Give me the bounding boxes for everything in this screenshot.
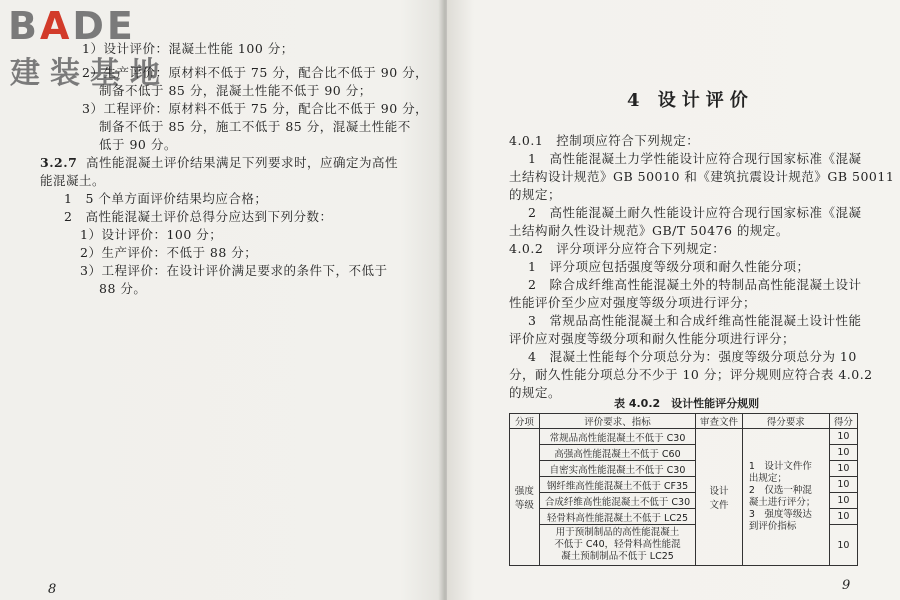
header-cell: 分项 [510,414,540,429]
text-line: 2）生产评价：原材料不低于 75 分，配合比不低于 90 分， [82,65,429,80]
page-number: 9 [842,578,851,593]
review-doc-cell: 设计 文件 [696,429,743,566]
text-line: 4 混凝土性能每个分项总分为：强度等级分项总分为 10 [528,349,857,364]
requirement-cell: 常规品高性能混凝土不低于 C30 [539,429,695,445]
logo-sub: 建装基地 [10,56,170,91]
text-line: 1）设计评价：混凝土性能 100 分； [82,41,294,56]
requirement-cell: 自密实高性能混凝土不低于 C30 [539,461,695,477]
text-line: 低于 90 分。 [99,137,177,152]
score-cell: 10 [829,493,857,509]
score-cell: 10 [829,525,857,566]
text-line: 2 高性能混凝土耐久性能设计应符合现行国家标准《混凝 [528,205,862,220]
score-requirement-cell: 1 设计文件作 出规定； 2 仅选一种混 凝土进行评分； 3 强度等级达 到评价指标 [742,429,829,566]
text-line: 高性能混凝土评价结果满足下列要求时，应确定为高性 [86,155,399,170]
left-page [0,0,445,600]
section-number: 3.2.7 [40,155,78,170]
score-cell: 10 [829,477,857,493]
text-line: 1 高性能混凝土力学性能设计应符合现行国家标准《混凝 [528,151,862,166]
text-line: 3 常规品高性能混凝土和合成纤维高性能混凝土设计性能 [528,313,862,328]
scoring-table [509,413,858,566]
list-item: 1 5 个单方面评价结果均应合格； [64,191,268,206]
text-line: 土结构设计规范》GB 50010 和《建筑抗震设计规范》GB 50011 [509,169,895,184]
requirement-cell: 合成纤维高性能混凝土不低于 C30 [539,493,695,509]
text-line: 2 除合成纤维高性能混凝土外的特制品高性能混凝土设计 [528,277,862,292]
logo-main: BADE [8,4,136,48]
text-line: 3）工程评价：原材料不低于 75 分，配合比不低于 90 分， [82,101,429,116]
requirement-cell: 钢纤维高性能混凝土不低于 CF35 [539,477,695,493]
score-cell: 10 [829,429,857,445]
text-line: 性能评价至少应对强度等级分项进行评分； [509,295,757,310]
text-line: 分，耐久性能分项总分不少于 10 分；评分规则应符合表 4.0.2 [509,367,873,382]
text-line: 1 评分项应包括强度等级分项和耐久性能分项； [528,259,810,274]
list-item: 1）设计评价：100 分； [80,227,223,242]
header-cell: 得分要求 [742,414,829,429]
text-line: 制备不低于 85 分，施工不低于 85 分，混凝土性能不 [99,119,411,134]
category-cell: 强度 等级 [510,429,540,566]
list-item: 2 高性能混凝土评价总得分应达到下列分数： [64,209,333,224]
clause-line: 4.0.1 控制项应符合下列规定： [509,133,700,148]
text-line: 制备不低于 85 分，混凝土性能不低于 90 分； [99,83,372,98]
text-line: 能混凝土。 [40,173,106,188]
table-row [510,429,858,445]
score-cell: 10 [829,445,857,461]
text-line: 土结构耐久性设计规范》GB/T 50476 的规定。 [509,223,789,238]
list-item: 3）工程评价：在设计评价满足要求的条件下，不低于 [80,263,388,278]
text-line: 的规定； [509,187,562,202]
chapter-heading: 4 设计评价 [627,90,754,111]
text-line: 的规定。 [509,385,562,400]
clause-line: 4.0.2 评分项评分应符合下列规定： [509,241,726,256]
page-number: 8 [48,582,57,597]
requirement-cell: 轻骨料高性能混凝土不低于 LC25 [539,509,695,525]
requirement-cell: 用于预制制品的高性能混凝土 不低于 C40，轻骨料高性能混 凝土预制制品不低于 LC25 [539,525,695,566]
header-cell: 审查文件 [696,414,743,429]
text-line: 评价应对强度等级分项和耐久性能分项进行评分； [509,331,796,346]
score-cell: 10 [829,509,857,525]
score-cell: 10 [829,461,857,477]
header-cell: 得分 [829,414,857,429]
list-item: 2）生产评价：不低于 88 分； [80,245,258,260]
requirement-cell: 高强高性能混凝土不低于 C60 [539,445,695,461]
header-cell: 评价要求、指标 [539,414,695,429]
table-header-row [510,414,858,429]
table-caption: 表 4.0.2 设计性能评分规则 [614,397,760,410]
list-item: 88 分。 [99,281,147,296]
